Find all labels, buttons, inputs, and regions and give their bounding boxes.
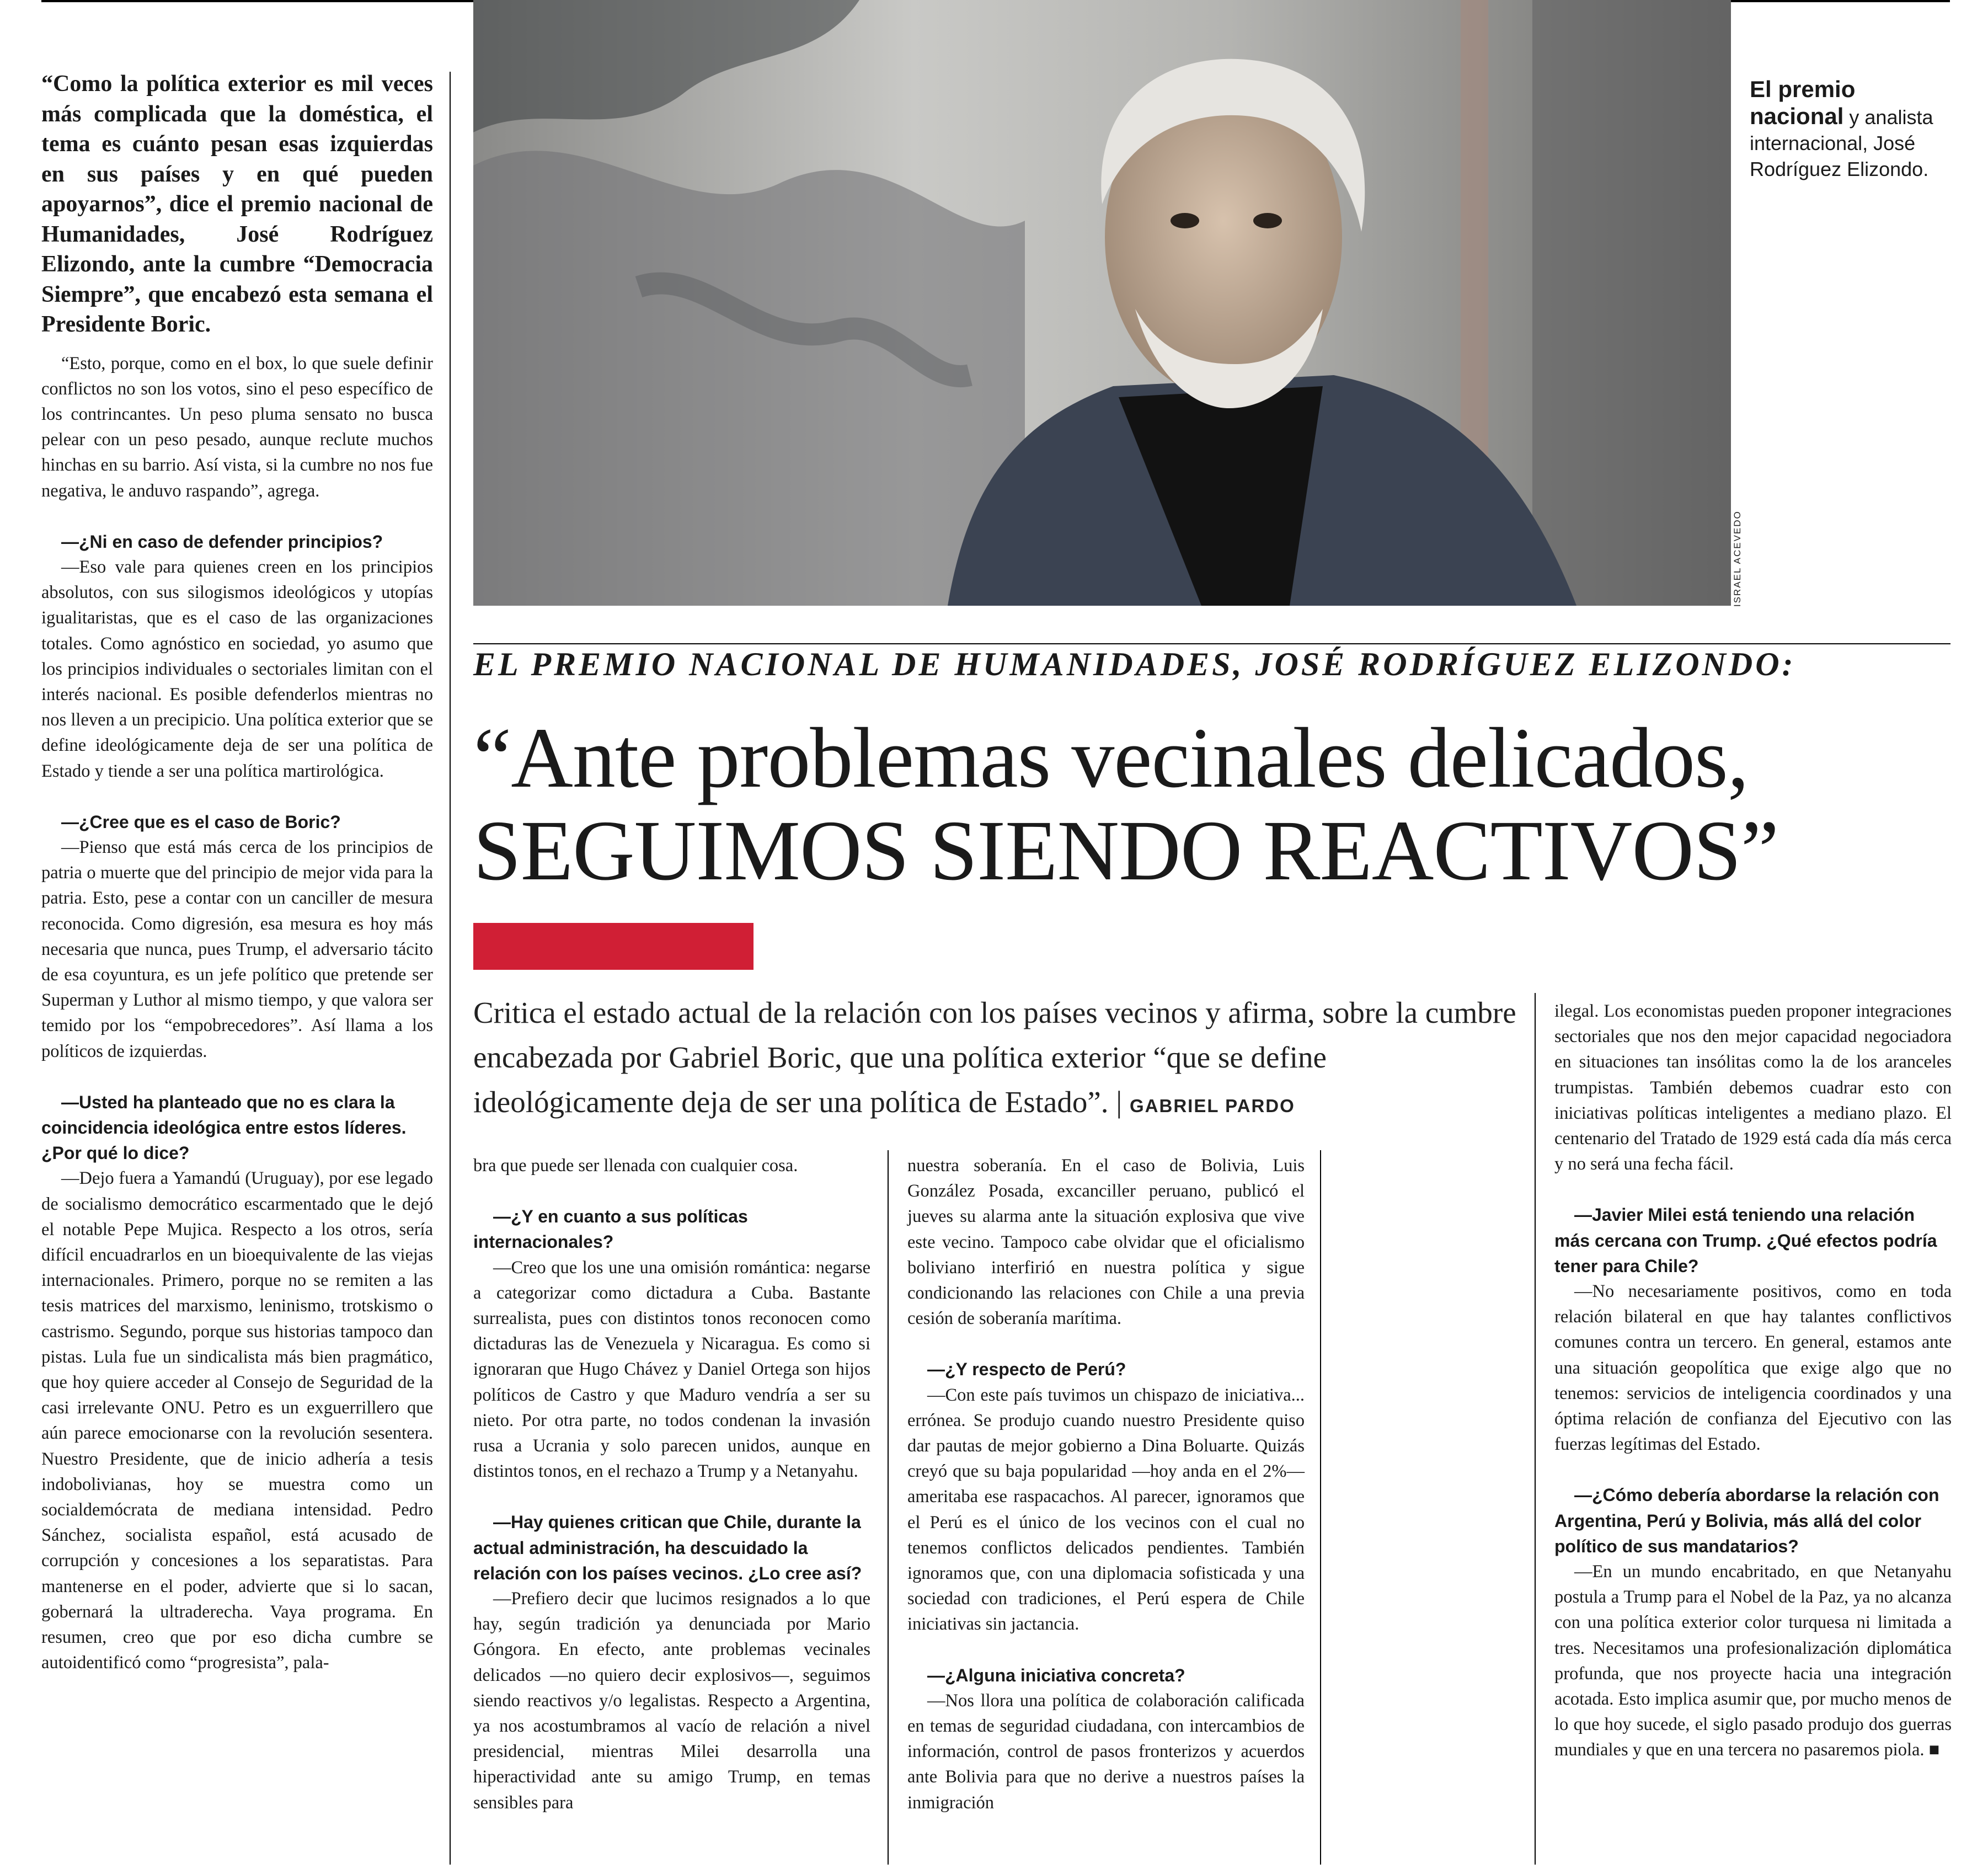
continuation-text: nuestra soberanía. En el caso de Bolivia, Luis González Posada, excanciller peruano, publicó el jueves su alarma ante la situación explosiva que vive este vecino. Tampoco cabe olvidar que el oficialismo boliviano interfirió en nuestra política y sigue condicionando las relaciones con Chile a una previa cesión de soberanía marítima. xyxy=(907,1156,1305,1329)
deck-text: Critica el estado actual de la relación con los países vecinos y afirma, sobre la cumbre encabezada por Gabriel Boric, que una política exterior “que se define ideológicamente deja de ser una política de Estado”. | xyxy=(473,996,1516,1119)
photo-caption xyxy=(1750,76,1948,182)
answer-approach-text: —En un mundo encabritado, en que Netanyahu postula a Trump para el Nobel de la Paz, ya no alcanza con una política exterior color turquesa ni limitada a tres. Necesitamos una profesionalización diplomática profunda, que nos proyecte hacia una integración acotada. Esto implica asumir que, por mucho menos de lo que hoy sucede, el siglo pasado produjo dos guerras mundiales y que en una tercera no pasaremos piola. xyxy=(1554,1562,1952,1760)
deck xyxy=(473,990,1521,1128)
left-column xyxy=(41,69,433,1675)
column-divider xyxy=(450,72,451,1865)
caption-text: y analista internacional, José Rodríguez Elizondo. xyxy=(1750,106,1933,180)
continuation-text: bra que puede ser llenada con cualquier cosa. xyxy=(473,1156,798,1176)
question-international: —¿Y en cuanto a sus políticas internacionales? xyxy=(473,1206,748,1252)
byline: GABRIEL PARDO xyxy=(1130,1096,1295,1116)
question-neighbors: —Hay quienes critican que Chile, durante la actual administración, ha descuidado la relación con los países vecinos. ¿Lo cree así? xyxy=(473,1512,862,1583)
end-mark: ■ xyxy=(1928,1740,1940,1760)
headline-line-1: “Ante problemas vecinales delicados, xyxy=(473,710,1749,805)
column-d xyxy=(1554,998,1952,1763)
column-b xyxy=(473,1153,870,1815)
answer-ideology: —Dejo fuera a Yamandú (Uruguay), por ese legado de socialismo democrático escarmentado que le dejó el notable Pepe Mujica. Respecto a los otros, sería difícil encuadrarlos en un bioequivalente de las viejas internacionales. Primero, porque no se remiten a las tesis matrices del marxismo, leninismo, trotskismo o castrismo. Segundo, porque sus historias tampoco dan pistas. Lula fue un sindicalista más bien pragmático, que hoy quiere acceder al Consejo de Seguridad de la casi irrelevante ONU. Petro es un exguerrillero que aún parece emocionarse con la revolución sesentera. Nuestro Presidente, que de inicio adhería a tesis indobolivianas, hoy se muestra como un socialdemócrata de mediana intensidad. Pedro Sánchez, socialista español, está acusado de corrupción y concesiones a los separatistas. Para mantenerse en el poder, advierte que si lo sacan, gobernará la ultraderecha. Vaya programa. En resumen, creo que por eso dicha cumbre se autoidentificó como “progresista”, pala- xyxy=(41,1168,433,1673)
question-milei: —Javier Milei está teniendo una relación más cercana con Trump. ¿Qué efectos podría tener para Chile? xyxy=(1554,1205,1937,1276)
answer-boric: —Pienso que está más cerca de los principios de patria o muerte que del principio de mejor vida para la patria. Esto, pese a contar con un canciller de mesura reconocida. Como digresión, esa mesura es hoy más necesaria que nunca, pues Trump, el adversario tácito de esa coyuntura, es un jefe político que pretende ser Superman y Luthor al mismo tiempo, y que valora ser temido por los “empobrecedores”. Así llama a los políticos de izquierdas. xyxy=(41,837,433,1061)
question-boric: —¿Cree que es el caso de Boric? xyxy=(61,811,341,832)
answer-international: —Creo que los une una omisión romántica: negarse a categorizar como dictadura a Cuba. Bastante surrealista, pues con distintos tonos reconocen como dictaduras las de Venezuela y Nicaragua. Es como si ignoraran que Hugo Chávez y Daniel Ortega son hijos políticos de Castro y que Maduro vendría a ser su nieto. Por otra parte, no todos condenan la invasión rusa a Ucrania y solo parecen unidos, aunque en distintos tonos, en el rechazo a Trump y a Netanyahu. xyxy=(473,1257,870,1482)
column-divider xyxy=(888,1150,889,1865)
lead-paragraph: “Como la política exterior es mil veces más complicada que la doméstica, el tema es cuánto pesan esas izquierdas en sus países y en qué pueden apoyarnos”, dice el premio nacional de Humanidades, José Rodríguez Elizondo, ante la cumbre “Democracia Siempre”, que encabezó esta semana el Presidente Boric. xyxy=(41,71,433,337)
column-divider xyxy=(1320,1150,1321,1865)
photo-credit: ISRAEL ACEVEDO xyxy=(1732,510,1743,607)
headline-line-2: SEGUIMOS SIENDO REACTIVOS” xyxy=(473,803,1779,898)
answer-neighbors: —Prefiero decir que lucimos resignados a lo que hay, según tradición ya denunciada por Mario Góngora. En efecto, ante problemas vecinales delicados —no quiero decir explosivos—, seguimos siendo reactivos y/o legalistas. Respecto a Argentina, ya nos acostumbramos al vacío de relación a nivel presidencial, mientras Milei desarrolla una hiperactividad ante su amigo Trump, en temas sensibles para xyxy=(473,1589,870,1813)
question-peru: —¿Y respecto de Perú? xyxy=(927,1359,1126,1380)
portrait-photo xyxy=(473,0,1731,606)
question-principles: —¿Ni en caso de defender principios? xyxy=(61,531,383,552)
column-divider xyxy=(1535,993,1536,1865)
portrait-illustration xyxy=(473,0,1731,606)
continuation-text: ilegal. Los economistas pueden proponer integraciones sectoriales que nos den mejor capacidad negociadora en situaciones tan insólitas como la de los aranceles trumpistas. También debemos cuadrar esto con iniciativas políticas inteligentes a mediano plazo. El centenario del Tratado de 1929 está cada día más cerca y no será una fecha fácil. xyxy=(1554,1001,1952,1174)
answer-approach xyxy=(1554,1559,1952,1763)
intro-paragraph: “Esto, porque, como en el box, lo que suele definir conflictos no son los votos, sino el peso específico de los contrincantes. Un peso pluma sensato no busca pelear con un peso pesado, aunque reclute muchos hinchas en su barrio. Así vista, si la cumbre no nos fue negativa, le anduvo raspando”, agrega. xyxy=(41,353,433,501)
kicker: EL PREMIO NACIONAL DE HUMANIDADES, JOSÉ RODRÍGUEZ ELIZONDO: xyxy=(473,646,1796,682)
accent-bar xyxy=(473,923,753,970)
headline-rule xyxy=(473,643,1950,644)
question-initiative: —¿Alguna iniciativa concreta? xyxy=(927,1665,1185,1685)
answer-principles: —Eso vale para quienes creen en los principios absolutos, con sus silogismos ideológicos y utopías igualitaristas, que es el caso de las organizaciones totales. Como agnóstico en sociedad, yo asumo que los principios individuales o sectoriales limitan con el interés nacional. Es posible defenderlos mientras no nos lleven a un precipicio. Una política exterior que se define ideológicamente deja de ser una política de Estado y tiende a ser una política martirológica. xyxy=(41,557,433,781)
answer-initiative: —Nos llora una política de colaboración calificada en temas de seguridad ciudadana, con intercambios de información, control de pasos fronterizos y acuerdos ante Bolivia para que no derive a nuestros países la inmigración xyxy=(907,1690,1305,1813)
question-approach: —¿Cómo debería abordarse la relación con Argentina, Perú y Bolivia, más allá del color político de sus mandatarios? xyxy=(1554,1485,1939,1556)
answer-peru: —Con este país tuvimos un chispazo de iniciativa... errónea. Se produjo cuando nuestro Presidente quiso dar pautas de mejor gobierno a Dina Boluarte. Quizás creyó que su baja popularidad —hoy anda en el 2%— ameritaba ese raspacachos. Al parecer, ignoramos que el Perú es el único de los vecinos con el cual no tenemos conflictos delicados pendientes. También ignoramos que, con una diplomacia sofisticada y una sociedad con tradiciones, el Perú espera de Chile iniciativas sin jactancia. xyxy=(907,1385,1305,1635)
caption-bold: El premio nacional xyxy=(1750,76,1856,129)
headline xyxy=(473,712,1963,897)
column-c xyxy=(907,1153,1305,1815)
question-ideology: —Usted ha planteado que no es clara la coincidencia ideológica entre estos líderes. ¿Por qué lo dice? xyxy=(41,1092,407,1163)
answer-milei: —No necesariamente positivos, como en toda relación bilateral en que hay talantes conflictivos comunes contra un tercero. En general, estamos ante una situación geopolítica que exige algo que no tenemos: servicios de inteligencia coordinados y una óptima relación de confianza del Ejecutivo con las fuerzas legítimas del Estado. xyxy=(1554,1281,1952,1455)
